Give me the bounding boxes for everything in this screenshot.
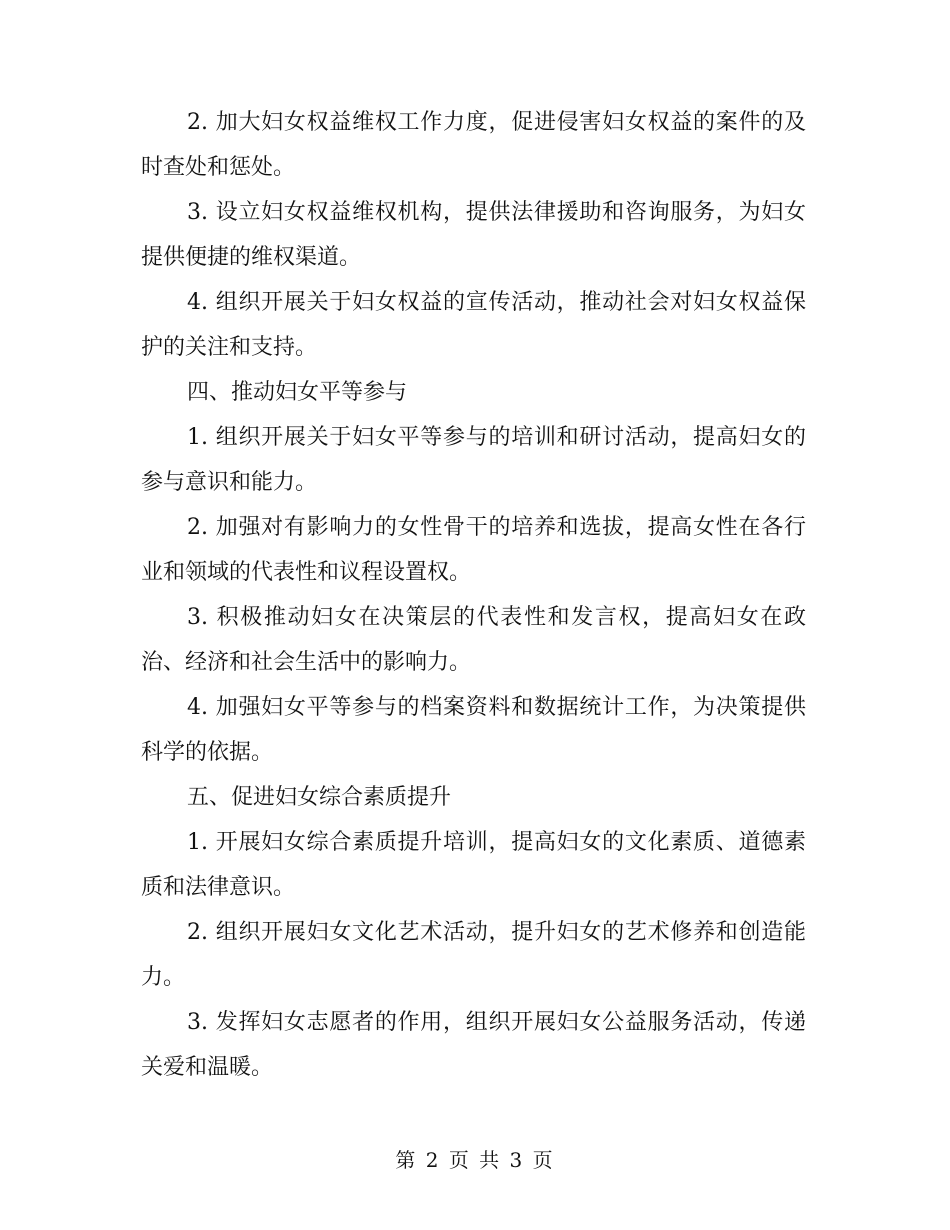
paragraph-item: 3. 发挥妇女志愿者的作用，组织开展妇女公益服务活动，传递关爱和温暖。 — [141, 1010, 806, 1080]
section-heading: 五、促进妇女综合素质提升 — [187, 785, 452, 810]
paragraph-item: 1. 组织开展关于妇女平等参与的培训和研讨活动，提高妇女的参与意识和能力。 — [141, 425, 806, 495]
document-body — [141, 100, 806, 1090]
paragraph-item: 2. 加大妇女权益维权工作力度，促进侵害妇女权益的案件的及时查处和惩处。 — [141, 110, 806, 180]
section-heading: 四、推动妇女平等参与 — [187, 380, 408, 405]
paragraph-item: 2. 组织开展妇女文化艺术活动，提升妇女的艺术修养和创造能力。 — [141, 920, 806, 990]
paragraph-item: 2. 加强对有影响力的女性骨干的培养和选拔，提高女性在各行业和领域的代表性和议程设置权。 — [141, 515, 806, 585]
paragraph-item: 4. 组织开展关于妇女权益的宣传活动，推动社会对妇女权益保护的关注和支持。 — [141, 290, 806, 360]
paragraph-item: 4. 加强妇女平等参与的档案资料和数据统计工作，为决策提供科学的依据。 — [141, 695, 806, 765]
paragraph-item: 3. 积极推动妇女在决策层的代表性和发言权，提高妇女在政治、经济和社会生活中的影响力。 — [141, 605, 806, 675]
paragraph-item: 1. 开展妇女综合素质提升培训，提高妇女的文化素质、道德素质和法律意识。 — [141, 830, 806, 900]
page-number-footer: 第 2 页 共 3 页 — [395, 1148, 555, 1172]
paragraph-item: 3. 设立妇女权益维权机构，提供法律援助和咨询服务，为妇女提供便捷的维权渠道。 — [141, 200, 806, 270]
